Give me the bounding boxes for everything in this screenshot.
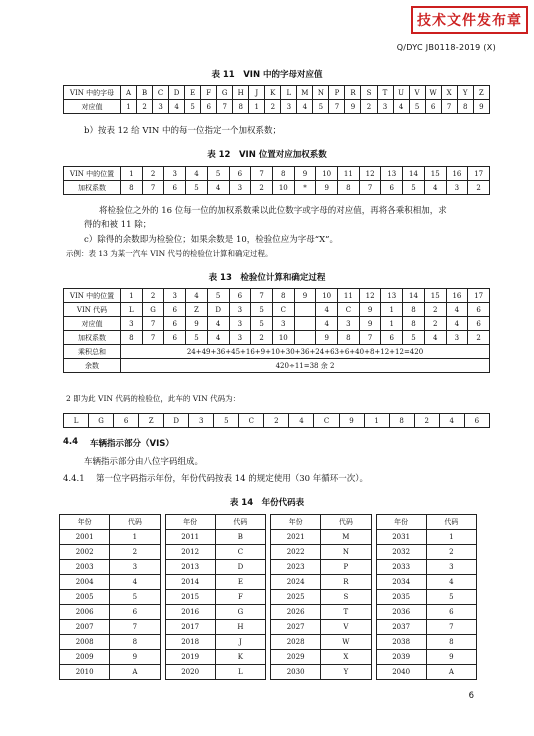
table11-value-cell: 6 [425, 100, 441, 114]
t13-sum-value: 24+49+36+45+16+9+10+30+36+24+63+6+40+8+12+12=420 [121, 345, 490, 359]
table13-weights-cell: 6 [164, 331, 186, 345]
year-cell: 2040 [376, 665, 426, 680]
standard-number: Q/DYC JB0118-2019 (X) [396, 43, 496, 52]
section-4-4-1-number: 4.4.1 [63, 474, 85, 484]
table13-codes-cell: 4 [446, 303, 468, 317]
table11-letter-cell: P [329, 86, 345, 100]
table13-values-cell: 3 [338, 317, 360, 331]
year-code-cell: 8 [426, 635, 476, 650]
year-code-cell: W [321, 635, 371, 650]
year-code-cell: 9 [426, 650, 476, 665]
year-code-cell: 4 [110, 575, 160, 590]
table13-caption: 表 13 检验位计算和确定过程 [208, 273, 326, 283]
year-code-table [59, 514, 477, 680]
table11-letter-cell: G [217, 86, 233, 100]
table13-codes-cell [294, 303, 316, 317]
table12-weight-cell: 4 [207, 181, 229, 195]
year-code-cell: 6 [426, 605, 476, 620]
year-code-cell: 9 [110, 650, 160, 665]
table12-position-cell: 10 [316, 167, 338, 181]
table11-value-cell: 6 [201, 100, 217, 114]
year-cell: 2027 [271, 620, 321, 635]
table13-weights-cell: 7 [142, 331, 164, 345]
year-code-cell: N [321, 545, 371, 560]
table11-letter-cell: Y [457, 86, 473, 100]
final-vin-char-cell: L [64, 414, 89, 428]
year-code-cell: 3 [110, 560, 160, 575]
final-vin-char-cell: 4 [289, 414, 314, 428]
final-vin-char-cell: 6 [464, 414, 489, 428]
table12-position-cell: 7 [251, 167, 273, 181]
table11-letter-cell: B [137, 86, 153, 100]
table11-value-cell: 4 [169, 100, 185, 114]
t13-label-position: VIN 中的位置 [64, 289, 121, 303]
table12-weight-cell: 4 [424, 181, 446, 195]
table11-row1-label: VIN 中的字母 [64, 86, 121, 100]
table12-position-cell: 13 [381, 167, 403, 181]
table13-positions-cell: 7 [251, 289, 273, 303]
table13-positions-cell: 10 [316, 289, 338, 303]
check-digit-calc-table [63, 288, 490, 373]
table13-weights-cell: 10 [272, 331, 294, 345]
table13-codes-cell: 9 [359, 303, 381, 317]
table13-values-cell: 4 [207, 317, 229, 331]
table13-values-cell: 7 [142, 317, 164, 331]
table11-value-cell: 5 [185, 100, 201, 114]
table13-positions-cell: 15 [424, 289, 446, 303]
final-vin-char-cell: C [314, 414, 339, 428]
year-code-cell: 6 [110, 605, 160, 620]
year-row [60, 635, 477, 650]
table12-weight-cell: 5 [403, 181, 425, 195]
year-cell: 2010 [60, 665, 110, 680]
year-cell: 2026 [271, 605, 321, 620]
table12-weight-cell: 3 [446, 181, 468, 195]
table13-weights-cell: 5 [403, 331, 425, 345]
table11-value-cell: 2 [361, 100, 377, 114]
final-vin-char-cell: 9 [339, 414, 364, 428]
table13-weights-cell [294, 331, 316, 345]
table13-positions-cell: 14 [403, 289, 425, 303]
table12-caption: 表 12 VIN 位置对应加权系数 [207, 150, 327, 160]
paragraph-c: c）除得的余数即为检验位；如果余数是 10，检验位应为字母“X”。 [84, 235, 339, 245]
year-cell: 2017 [165, 620, 215, 635]
year-cell: 2006 [60, 605, 110, 620]
section-4-4-number: 4.4 [63, 437, 79, 447]
t13-label-code: VIN 代码 [64, 303, 121, 317]
table12-weight-cell: 3 [229, 181, 251, 195]
table11-letter-cell: T [377, 86, 393, 100]
year-code-cell: 1 [110, 530, 160, 545]
table12-position-cell: 14 [403, 167, 425, 181]
year-cell: 2015 [165, 590, 215, 605]
position-weight-table [63, 166, 490, 195]
table12-weight-cell: 9 [316, 181, 338, 195]
year-column-header: 年份 [376, 515, 426, 530]
table13-values-cell: 2 [424, 317, 446, 331]
table12-row2-label: 加权系数 [64, 181, 121, 195]
year-cell: 2037 [376, 620, 426, 635]
table13-codes-cell: 6 [164, 303, 186, 317]
table13-positions-cell: 2 [142, 289, 164, 303]
table11-letter-cell: F [201, 86, 217, 100]
table13-positions-cell: 9 [294, 289, 316, 303]
table13-values-cell: 3 [272, 317, 294, 331]
year-code-cell: C [215, 545, 265, 560]
year-cell: 2039 [376, 650, 426, 665]
year-cell: 2019 [165, 650, 215, 665]
year-code-cell: K [215, 650, 265, 665]
year-code-cell: R [321, 575, 371, 590]
year-cell: 2023 [271, 560, 321, 575]
table13-codes-cell: G [142, 303, 164, 317]
year-row [60, 545, 477, 560]
year-code-cell: S [321, 590, 371, 605]
year-cell: 2003 [60, 560, 110, 575]
code-column-header: 代码 [215, 515, 265, 530]
year-code-cell: M [321, 530, 371, 545]
year-row [60, 560, 477, 575]
table13-weights-cell: 9 [316, 331, 338, 345]
year-cell: 2009 [60, 650, 110, 665]
year-code-cell: 4 [426, 575, 476, 590]
table13-weights-cell: 2 [468, 331, 490, 345]
year-code-cell: Y [321, 665, 371, 680]
year-cell: 2020 [165, 665, 215, 680]
year-code-cell: 3 [426, 560, 476, 575]
year-row [60, 575, 477, 590]
table11-value-cell: 7 [217, 100, 233, 114]
table14-caption: 表 14 年份代码表 [229, 498, 305, 508]
code-column-header: 代码 [426, 515, 476, 530]
year-cell: 2028 [271, 635, 321, 650]
table11-value-cell: 9 [345, 100, 361, 114]
table12-position-cell: 6 [229, 167, 251, 181]
table11-letter-cell: X [441, 86, 457, 100]
t13-label-remainder: 余数 [64, 359, 121, 373]
year-code-cell: 7 [426, 620, 476, 635]
table13-values-cell: 9 [359, 317, 381, 331]
table12-weight-cell: 10 [272, 181, 294, 195]
table11-letter-cell: J [249, 86, 265, 100]
table12-position-cell: 5 [207, 167, 229, 181]
table12-weight-cell: 7 [142, 181, 164, 195]
final-vin-char-cell: 5 [214, 414, 239, 428]
table13-codes-cell: 5 [251, 303, 273, 317]
table13-codes-cell: D [207, 303, 229, 317]
table11-letter-cell: C [153, 86, 169, 100]
table13-codes-cell: 4 [316, 303, 338, 317]
paragraph-vis: 车辆指示部分由八位字码组成。 [84, 457, 204, 467]
year-code-cell: 2 [110, 545, 160, 560]
table11-letter-cell: U [393, 86, 409, 100]
table13-codes-cell: 2 [424, 303, 446, 317]
year-cell: 2035 [376, 590, 426, 605]
year-row [60, 620, 477, 635]
t13-remainder-value: 420÷11=38 余 2 [121, 359, 490, 373]
year-code-cell: 5 [110, 590, 160, 605]
table13-weights-cell: 3 [229, 331, 251, 345]
table11-value-cell: 9 [473, 100, 489, 114]
year-column-header: 年份 [271, 515, 321, 530]
table11-letter-cell: V [409, 86, 425, 100]
table11-letter-cell: K [265, 86, 281, 100]
year-cell: 2014 [165, 575, 215, 590]
year-row [60, 665, 477, 680]
table12-weight-cell: 7 [359, 181, 381, 195]
table13-values-cell: 1 [381, 317, 403, 331]
table13-positions-cell: 17 [468, 289, 490, 303]
table12-position-cell: 11 [338, 167, 360, 181]
table13-weights-cell: 2 [251, 331, 273, 345]
table11-value-cell: 7 [329, 100, 345, 114]
t13-label-weight: 加权系数 [64, 331, 121, 345]
table12-weight-cell: 2 [251, 181, 273, 195]
table11-letter-cell: L [281, 86, 297, 100]
final-vin-char-cell: 4 [439, 414, 464, 428]
table13-codes-cell: C [272, 303, 294, 317]
table11-letter-cell: D [169, 86, 185, 100]
year-code-cell: P [321, 560, 371, 575]
table12-position-cell: 16 [446, 167, 468, 181]
code-column-header: 代码 [110, 515, 160, 530]
table11-letter-cell: N [313, 86, 329, 100]
year-code-cell: 1 [426, 530, 476, 545]
table12-position-cell: 15 [424, 167, 446, 181]
year-cell: 2007 [60, 620, 110, 635]
table11-value-cell: 4 [297, 100, 313, 114]
year-cell: 2011 [165, 530, 215, 545]
table11-value-cell: 3 [377, 100, 393, 114]
table13-values-cell: 6 [468, 317, 490, 331]
table11-value-cell: 3 [153, 100, 169, 114]
table12-weight-cell: 8 [338, 181, 360, 195]
final-vin-char-cell: C [239, 414, 264, 428]
table13-weights-cell: 8 [338, 331, 360, 345]
example-note: 示例：表 13 为某一汽车 VIN 代号的检验位计算和确定过程。 [66, 249, 273, 258]
table11-value-cell: 1 [249, 100, 265, 114]
table12-position-cell: 8 [272, 167, 294, 181]
table13-values-cell: 3 [121, 317, 143, 331]
table12-weight-cell: 5 [186, 181, 208, 195]
year-row [60, 530, 477, 545]
year-column-header: 年份 [60, 515, 110, 530]
table13-positions-cell: 8 [272, 289, 294, 303]
final-vin-char-cell: Z [139, 414, 164, 428]
year-code-cell: X [321, 650, 371, 665]
year-cell: 2029 [271, 650, 321, 665]
year-code-cell: B [215, 530, 265, 545]
year-cell: 2005 [60, 590, 110, 605]
table11-letter-cell: M [297, 86, 313, 100]
final-vin-char-cell: 2 [264, 414, 289, 428]
t13-label-value: 对应值 [64, 317, 121, 331]
table13-weights-cell: 4 [207, 331, 229, 345]
year-cell: 2025 [271, 590, 321, 605]
year-code-cell: L [215, 665, 265, 680]
year-row [60, 650, 477, 665]
paragraph-weight-line2: 得的和被 11 除； [84, 220, 152, 230]
paragraph-b: b）按表 12 给 VIN 中的每一位指定一个加权系数； [84, 126, 282, 136]
table11-value-cell: 1 [121, 100, 137, 114]
table13-positions-cell: 11 [338, 289, 360, 303]
year-code-cell: G [215, 605, 265, 620]
table13-positions-cell: 12 [359, 289, 381, 303]
year-column-header: 年份 [165, 515, 215, 530]
paragraph-weight-line1: 将检验位之外的 16 位每一位的加权系数乘以此位数字或字母的对应值，再将各乘积相加，求 [99, 206, 447, 216]
year-cell: 2031 [376, 530, 426, 545]
table13-positions-cell: 3 [164, 289, 186, 303]
final-vin-char-cell: 8 [389, 414, 414, 428]
code-column-header: 代码 [321, 515, 371, 530]
table13-weights-cell: 3 [446, 331, 468, 345]
year-row [60, 605, 477, 620]
year-code-cell: D [215, 560, 265, 575]
table12-position-cell: 4 [186, 167, 208, 181]
year-cell: 2012 [165, 545, 215, 560]
table11-value-cell: 8 [457, 100, 473, 114]
final-vin-char-cell: 2 [414, 414, 439, 428]
table13-positions-cell: 6 [229, 289, 251, 303]
year-cell: 2008 [60, 635, 110, 650]
table13-values-cell: 3 [229, 317, 251, 331]
table12-row1-label: VIN 中的位置 [64, 167, 121, 181]
table13-values-cell: 8 [403, 317, 425, 331]
final-vin-char-cell: 1 [364, 414, 389, 428]
year-cell: 2033 [376, 560, 426, 575]
table11-letter-cell: W [425, 86, 441, 100]
table11-caption: 表 11 VIN 中的字母对应值 [211, 70, 323, 80]
table11-letter-cell: H [233, 86, 249, 100]
table11-letter-cell: A [121, 86, 137, 100]
table13-positions-cell: 16 [446, 289, 468, 303]
year-cell: 2022 [271, 545, 321, 560]
table11-value-cell: 7 [441, 100, 457, 114]
year-cell: 2038 [376, 635, 426, 650]
final-vin-char-cell: 3 [189, 414, 214, 428]
table13-positions-cell: 5 [207, 289, 229, 303]
t13-label-sum: 乘积总和 [64, 345, 121, 359]
table13-positions-cell: 4 [186, 289, 208, 303]
table13-values-cell: 9 [186, 317, 208, 331]
table12-position-cell: 2 [142, 167, 164, 181]
table12-weight-cell: 6 [381, 181, 403, 195]
final-vin-row [63, 413, 490, 428]
year-code-cell: 5 [426, 590, 476, 605]
table11-letter-cell: R [345, 86, 361, 100]
year-cell: 2024 [271, 575, 321, 590]
table12-weight-cell: 2 [468, 181, 490, 195]
table13-positions-cell: 1 [121, 289, 143, 303]
table12-weight-cell: 8 [121, 181, 143, 195]
table13-codes-cell: 8 [403, 303, 425, 317]
table11-row2-label: 对应值 [64, 100, 121, 114]
table11-value-cell: 2 [137, 100, 153, 114]
page-number: 6 [468, 691, 474, 701]
letter-value-table [63, 85, 490, 114]
final-vin-char-cell: 6 [114, 414, 139, 428]
table13-weights-cell: 8 [121, 331, 143, 345]
table13-values-cell: 4 [446, 317, 468, 331]
table12-position-cell: 3 [164, 167, 186, 181]
year-code-cell: J [215, 635, 265, 650]
table12-position-cell: 17 [468, 167, 490, 181]
table13-weights-cell: 5 [186, 331, 208, 345]
table11-letter-cell: Z [473, 86, 489, 100]
year-code-cell: H [215, 620, 265, 635]
table13-codes-cell: C [338, 303, 360, 317]
section-4-4-title: 车辆指示部分（VIS） [90, 439, 174, 449]
table13-values-cell: 4 [316, 317, 338, 331]
year-code-cell: F [215, 590, 265, 605]
year-code-cell: E [215, 575, 265, 590]
table11-value-cell: 8 [233, 100, 249, 114]
year-cell: 2030 [271, 665, 321, 680]
year-cell: 2021 [271, 530, 321, 545]
year-code-cell: T [321, 605, 371, 620]
year-code-cell: V [321, 620, 371, 635]
table12-position-cell: 9 [294, 167, 316, 181]
year-code-cell: 7 [110, 620, 160, 635]
table12-weight-cell: 6 [164, 181, 186, 195]
year-cell: 2004 [60, 575, 110, 590]
table13-positions-cell: 13 [381, 289, 403, 303]
table13-codes-cell: 1 [381, 303, 403, 317]
table13-codes-cell: Z [186, 303, 208, 317]
table13-weights-cell: 7 [359, 331, 381, 345]
table13-codes-cell: 6 [468, 303, 490, 317]
year-cell: 2002 [60, 545, 110, 560]
table11-letter-cell: S [361, 86, 377, 100]
table11-value-cell: 2 [265, 100, 281, 114]
table13-codes-cell: 3 [229, 303, 251, 317]
table13-codes-cell: L [121, 303, 143, 317]
check-digit-statement: 2 即为此 VIN 代码的检验位，此车的 VIN 代码为： [66, 394, 241, 403]
paragraph-4-4-1: 第一位字码指示年份，年份代码按表 14 的规定使用（30 年循环一次）。 [96, 474, 368, 484]
table11-value-cell: 4 [393, 100, 409, 114]
table13-values-cell: 5 [251, 317, 273, 331]
table11-value-cell: 3 [281, 100, 297, 114]
year-cell: 2016 [165, 605, 215, 620]
table13-weights-cell: 4 [424, 331, 446, 345]
year-code-cell: A [110, 665, 160, 680]
table13-values-cell [294, 317, 316, 331]
year-cell: 2032 [376, 545, 426, 560]
table13-values-cell: 6 [164, 317, 186, 331]
final-vin-char-cell: D [164, 414, 189, 428]
year-cell: 2034 [376, 575, 426, 590]
year-cell: 2001 [60, 530, 110, 545]
year-cell: 2013 [165, 560, 215, 575]
table12-position-cell: 12 [359, 167, 381, 181]
table12-weight-cell: * [294, 181, 316, 195]
year-row [60, 590, 477, 605]
year-code-cell: 8 [110, 635, 160, 650]
release-stamp: 技术文件发布章 [411, 6, 528, 34]
table13-weights-cell: 6 [381, 331, 403, 345]
year-cell: 2018 [165, 635, 215, 650]
year-code-cell: 2 [426, 545, 476, 560]
year-code-cell: A [426, 665, 476, 680]
table11-value-cell: 5 [409, 100, 425, 114]
year-cell: 2036 [376, 605, 426, 620]
table11-letter-cell: E [185, 86, 201, 100]
table11-value-cell: 5 [313, 100, 329, 114]
table12-position-cell: 1 [121, 167, 143, 181]
final-vin-char-cell: G [89, 414, 114, 428]
